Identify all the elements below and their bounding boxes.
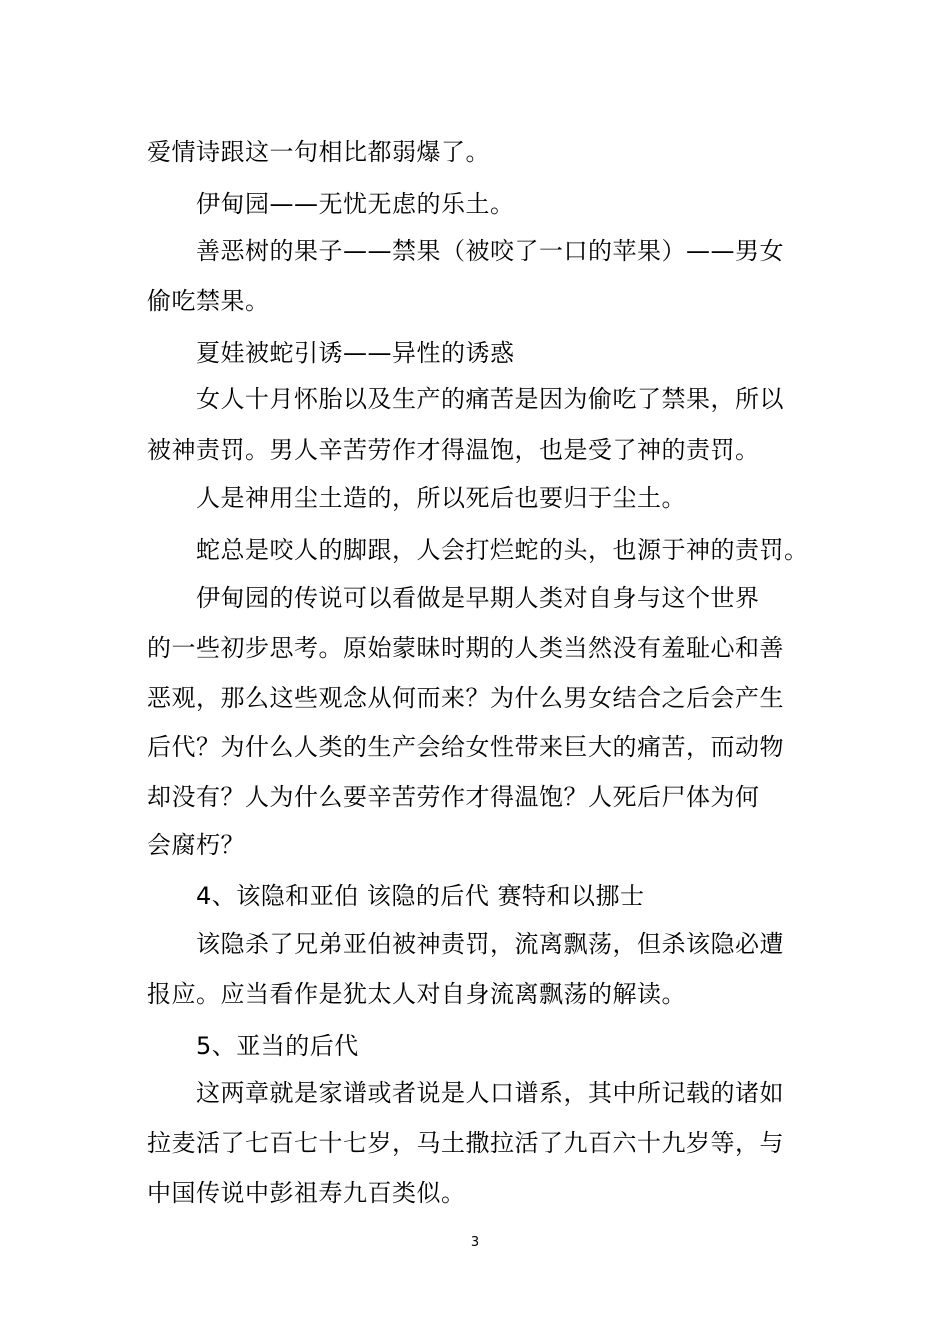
text-line: 蛇总是咬人的脚跟，人会打烂蛇的头，也源于神的责罚。 <box>196 536 809 564</box>
text-line: 中国传说中彭祖寿九百类似。 <box>147 1179 466 1207</box>
text-line: 人是神用尘土造的，所以死后也要归于尘土。 <box>196 484 686 512</box>
text-line: 伊甸园——无忧无虑的乐土。 <box>196 190 515 218</box>
text-line: 这两章就是家谱或者说是人口谱系，其中所记载的诸如 <box>196 1079 784 1107</box>
text-line: 夏娃被蛇引诱——异性的诱惑 <box>196 339 515 367</box>
text-line: 5、亚当的后代 <box>196 1032 359 1060</box>
text-line: 却没有？人为什么要辛苦劳作才得温饱？人死后尸体为何 <box>147 783 760 811</box>
text-line: 恶观，那么这些观念从何而来？为什么男女结合之后会产生 <box>147 684 784 712</box>
text-line: 该隐杀了兄弟亚伯被神责罚，流离飘荡，但杀该隐必遭 <box>196 930 784 958</box>
text-line: 4、该隐和亚伯 该隐的后代 赛特和以挪士 <box>196 882 645 910</box>
text-line: 伊甸园的传说可以看做是早期人类对自身与这个世界 <box>196 584 760 612</box>
text-line: 善恶树的果子——禁果（被咬了一口的苹果）——男女 <box>196 237 784 265</box>
text-line: 报应。应当看作是犹太人对自身流离飘荡的解读。 <box>147 980 686 1008</box>
page-number: 3 <box>470 1235 480 1250</box>
text-line: 女人十月怀胎以及生产的痛苦是因为偷吃了禁果，所以 <box>196 385 784 413</box>
text-line: 拉麦活了七百七十七岁，马土撒拉活了九百六十九岁等，与 <box>147 1129 784 1157</box>
text-line: 会腐朽？ <box>147 831 245 859</box>
text-line: 后代？为什么人类的生产会给女性带来巨大的痛苦，而动物 <box>147 733 784 761</box>
text-line: 偷吃禁果。 <box>147 287 270 315</box>
text-line: 被神责罚。男人辛苦劳作才得温饱，也是受了神的责罚。 <box>147 436 760 464</box>
text-line: 爱情诗跟这一句相比都弱爆了。 <box>147 138 490 166</box>
text-line: 的一些初步思考。原始蒙昧时期的人类当然没有羞耻心和善 <box>147 634 784 662</box>
